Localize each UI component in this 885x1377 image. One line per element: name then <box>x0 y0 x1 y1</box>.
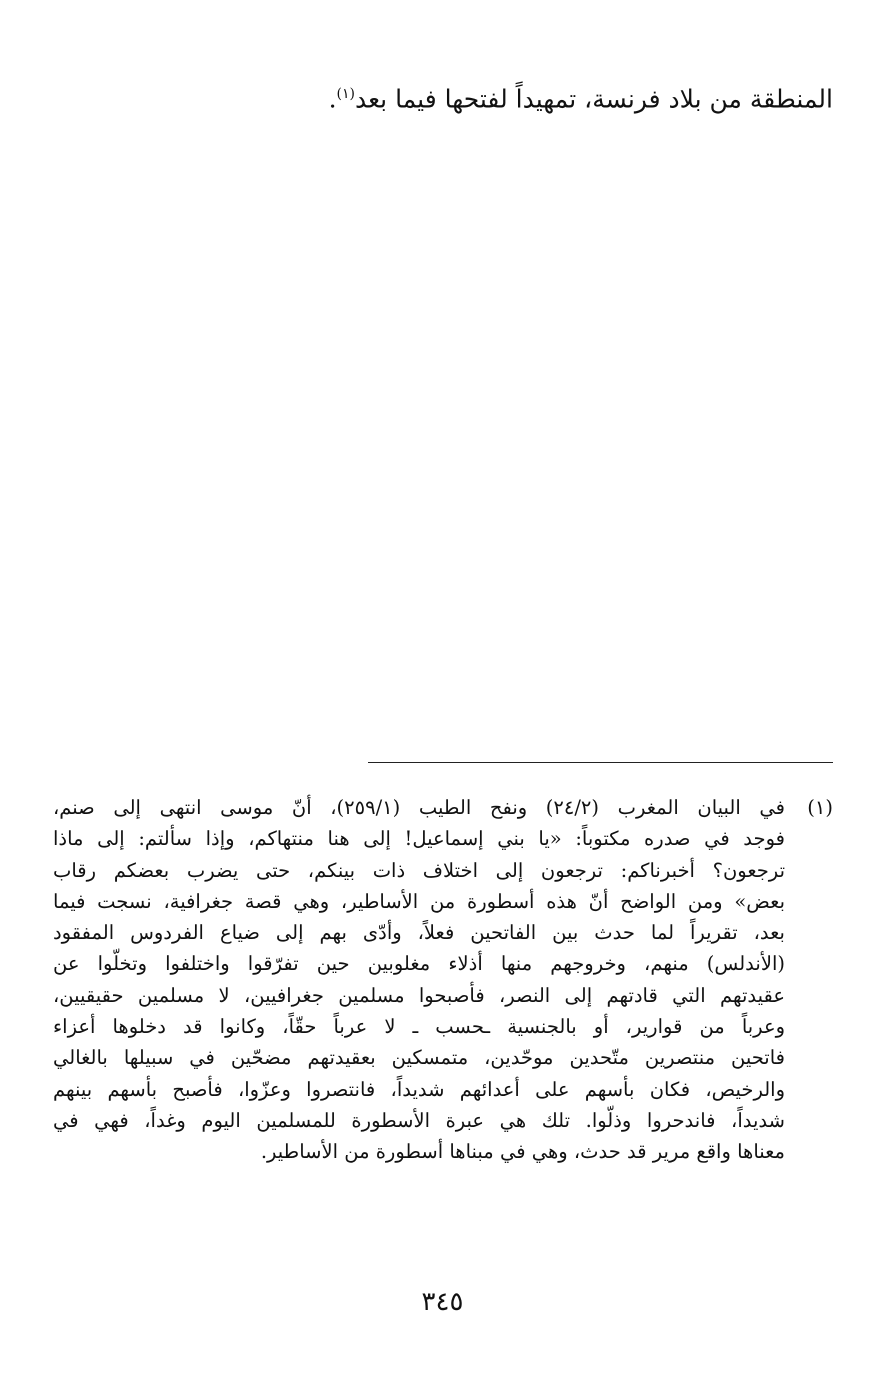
footnote-line: والرخيص، فكان بأسهم على أعدائهم شديداً، فانتصروا وعزّوا، فأصبح بأسهم بينهم <box>53 1077 785 1101</box>
footnote-line: معناها واقع مرير قد حدث، وهي في مبناها أسطورة من الأساطير. <box>260 1140 785 1164</box>
footnote-number: (١) <box>807 796 833 819</box>
body-text: المنطقة من بلاد فرنسة، تمهيداً لفتحها فيما بعد <box>355 84 833 114</box>
footnote-line: شديداً، فاندحروا وذلّوا. تلك هي عبرة الأسطورة للمسلمين اليوم وغداً، فهي في <box>53 1108 785 1132</box>
footnote-line: بعض» ومن الواضح أنّ هذه أسطورة من الأساطير، وهي قصة جغرافية، نسجت فيما <box>53 889 785 913</box>
footnote <box>53 792 833 1168</box>
footnote-line: فاتحين منتصرين متّحدين موحّدين، متمسكين بعقيدتهم مضحّين في سبيلها بالغالي <box>53 1046 785 1070</box>
footnote-text <box>53 792 785 1168</box>
body-paragraph <box>53 74 833 119</box>
footnote-line: وعرباً من قوارير، أو بالجنسية ـحسب ـ لا عرباً حقّاً، وكانوا قد دخلوها أعزاء <box>53 1015 785 1039</box>
footnote-separator <box>368 762 833 763</box>
page-number: ٣٤٥ <box>421 1287 464 1317</box>
footnote-line: ترجعون؟ أخبرناكم: ترجعون إلى اختلاف ذات بينكم، حتى يضرب بعضكم رقاب <box>53 858 785 882</box>
footnote-line: بعد، تقريراً لما حدث بين الفاتحين فعلاً، وأدّى بهم إلى ضياع الفردوس المفقود <box>53 921 785 945</box>
footnote-reference: (١) <box>336 86 355 102</box>
footnote-line: فوجد في صدره مكتوباً: «يا بني إسماعيل! إلى هنا منتهاكم، وإذا سألتم: إلى ماذا <box>53 827 785 851</box>
footnote-line: عقيدتهم التي قادتهم إلى النصر، فأصبحوا مسلمين جغرافيين، لا مسلمين حقيقيين، <box>53 983 785 1007</box>
body-end-punctuation: . <box>328 84 337 114</box>
footnote-line: (الأندلس) منهم، وخروجهم منها أذلاء مغلوبين حين تفرّقوا واختلفوا وتخلّوا عن <box>53 952 785 976</box>
footnote-line: في البيان المغرب (٢٤/٢) ونفح الطيب (٢٥٩/١)، أنّ موسى انتهى إلى صنم، <box>53 796 785 819</box>
